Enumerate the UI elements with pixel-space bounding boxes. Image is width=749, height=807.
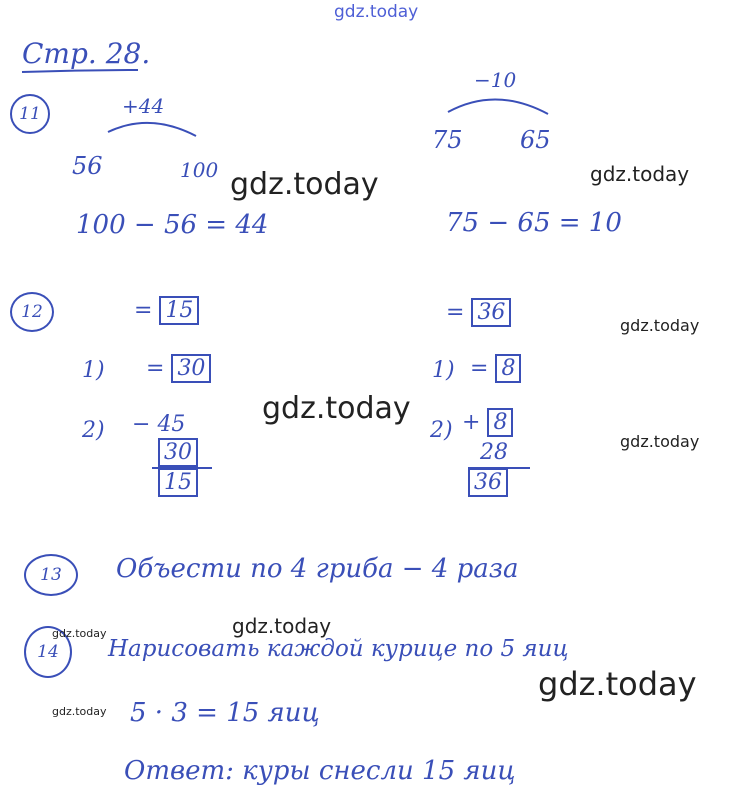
task11-right-b: 65 (520, 126, 551, 154)
task11-number: 11 (10, 94, 50, 134)
watermark: gdz.today (538, 665, 697, 703)
watermark: gdz.today (620, 316, 700, 335)
task11-left-arc (108, 123, 196, 136)
watermark: gdz.today (230, 167, 379, 202)
task12-right-result-row: = 36 (446, 302, 511, 324)
watermark: gdz.today (620, 432, 700, 451)
task12-left-difference: 15 (158, 472, 198, 494)
task11-left-equation: 100 − 56 = 44 (76, 210, 269, 240)
task14-text: Нарисовать каждой курице по 5 яиц (108, 636, 569, 662)
task11-right-equation: 75 − 65 = 10 (446, 208, 622, 238)
task12-right-addend1-row: + 8 (462, 412, 513, 434)
task13-text: Объести по 4 гриба − 4 раза (116, 554, 519, 584)
task12-left-minuend: 45 (157, 412, 186, 437)
task12-right-step1-value: 8 (495, 354, 521, 383)
task12-left-result-row: = 15 (134, 300, 199, 322)
task12-number: 12 (10, 292, 54, 332)
task12-left-minuend-row: − 45 (132, 412, 186, 437)
watermark: gdz.today (262, 391, 411, 426)
watermark: gdz.today (52, 627, 107, 640)
task12-left-step1-row: = 30 (146, 358, 211, 380)
task11-left-b: 100 (180, 158, 219, 182)
task11-left-diff: +44 (122, 94, 165, 118)
watermark: gdz.today (590, 162, 690, 186)
task11-right-arc (448, 99, 548, 114)
task11-left-a: 56 (72, 152, 103, 180)
task11-right-diff: −10 (474, 68, 517, 92)
task14-answer: Ответ: куры снесли 15 яиц (124, 756, 516, 786)
task12-left-result: 15 (159, 296, 199, 325)
task14-number: 14 (24, 626, 72, 678)
task12-right-result: 36 (471, 298, 511, 327)
watermark: gdz.today (52, 705, 107, 718)
task12-right-addend2: 28 (480, 440, 508, 465)
task12-right-addend1: 8 (487, 408, 513, 437)
page-header: Стр. 28. (22, 37, 151, 70)
task12-right-step2-label: 2) (430, 418, 453, 443)
task14-equation: 5 · 3 = 15 яиц (130, 698, 320, 728)
task12-left-step1-label: 1) (82, 358, 105, 383)
task13-number: 13 (24, 554, 78, 596)
watermark: gdz.today (232, 614, 332, 638)
task12-right-step1-label: 1) (432, 358, 455, 383)
task12-right-sum: 36 (468, 472, 508, 494)
task12-left-subtrahend: 30 (158, 442, 198, 464)
task12-left-step1-value: 30 (171, 354, 211, 383)
task11-right-a: 75 (432, 126, 463, 154)
task12-right-step1-row: = 8 (470, 358, 521, 380)
header-underline (22, 70, 138, 72)
task12-left-step2-label: 2) (82, 418, 105, 443)
watermark-top: gdz.today (334, 2, 419, 22)
